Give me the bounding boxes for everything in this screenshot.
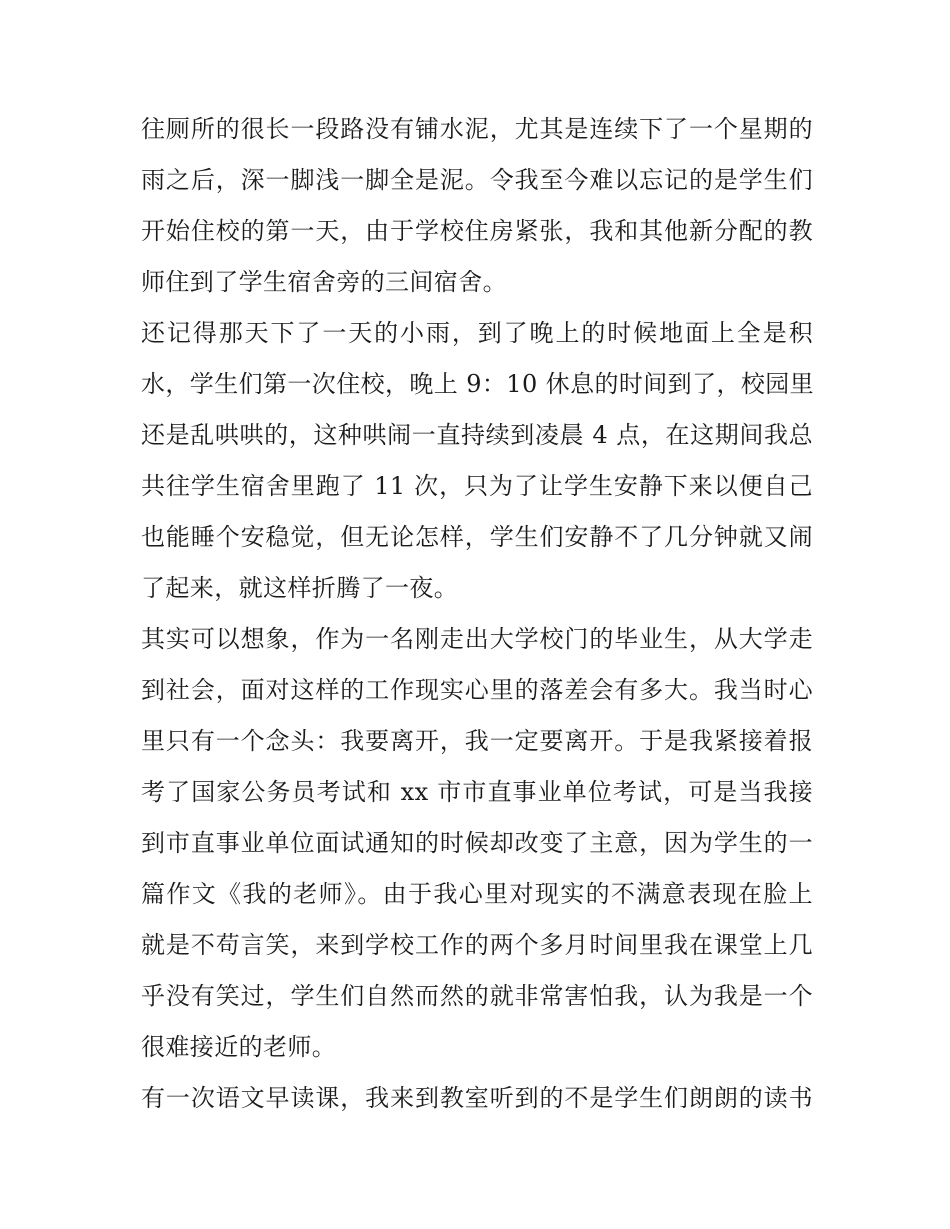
text-line: 很难接近的老师。: [141, 1033, 337, 1061]
text-line: 往厕所的很长一段路没有铺水泥，尤其是连续下了一个星期的: [141, 115, 813, 143]
text-line: 共往学生宿舍里跑了 11 次，只为了让学生安静下来以便自己: [141, 472, 813, 500]
text-line: 考了国家公务员考试和 xx 市市直事业单位考试，可是当我接: [141, 778, 813, 806]
text-line: 也能睡个安稳觉，但无论怎样，学生们安静不了几分钟就又闹: [141, 523, 813, 551]
text-line: 师住到了学生宿舍旁的三间宿舍。: [141, 268, 507, 296]
text-line: 开始住校的第一天，由于学校住房紧张，我和其他新分配的教: [141, 217, 813, 245]
text-line: 乎没有笑过，学生们自然而然的就非常害怕我，认为我是一个: [141, 982, 813, 1010]
text-line: 到社会，面对这样的工作现实心里的落差会有多大。我当时心: [141, 676, 813, 704]
text-line: 到市直事业单位面试通知的时候却改变了主意，因为学生的一: [141, 829, 813, 857]
text-line: 其实可以想象，作为一名刚走出大学校门的毕业生，从大学走: [141, 625, 813, 653]
text-line: 还记得那天下了一天的小雨，到了晚上的时候地面上全是积: [141, 319, 813, 347]
text-line: 雨之后，深一脚浅一脚全是泥。令我至今难以忘记的是学生们: [141, 166, 813, 194]
body-text: [141, 104, 813, 1124]
text-line: 水，学生们第一次住校，晚上 9：10 休息的时间到了，校园里: [141, 370, 815, 398]
text-line: 了起来，就这样折腾了一夜。: [141, 574, 459, 602]
text-line: 有一次语文早读课，我来到教室听到的不是学生们朗朗的读书: [141, 1084, 813, 1112]
text-line: 里只有一个念头：我要离开，我一定要离开。于是我紧接着报: [141, 727, 813, 755]
text-line: 就是不苟言笑，来到学校工作的两个多月时间里我在课堂上几: [141, 931, 813, 959]
text-line: 篇作文《我的老师》。由于我心里对现实的不满意表现在脸上: [141, 880, 813, 908]
text-line: 还是乱哄哄的，这种哄闹一直持续到凌晨 4 点，在这期间我总: [141, 421, 813, 449]
